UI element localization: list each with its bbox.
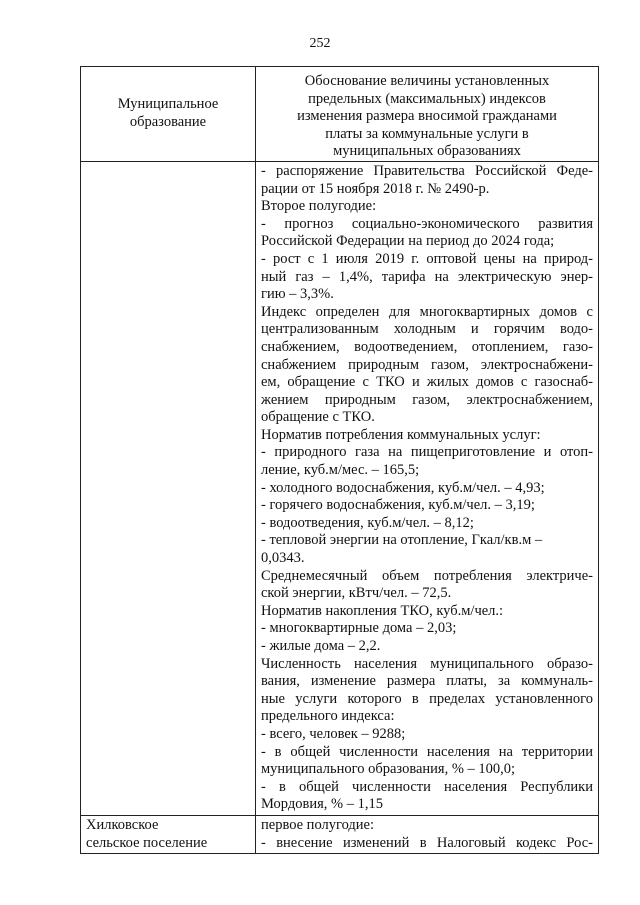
text-line: Мордовия, % – 1,15 [261, 796, 383, 813]
text-line: жением природным газом, электроснабжением, [261, 391, 593, 408]
text-line: - многоквартирные дома – 2,03; [261, 620, 457, 637]
text-line: ем, обращение с ТКО и жилых домов с газоснаб- [261, 374, 593, 391]
header-justification-line: муниципальных образованиях [333, 143, 521, 160]
text-line: Норматив потребления коммунальных услуг: [261, 426, 541, 443]
text-line: ление, куб.м/мес. – 165,5; [261, 462, 420, 479]
table-header-row [81, 67, 599, 162]
header-justification-line: платы за коммунальные услуги в [325, 125, 529, 142]
municipality-name-line: сельское поселение [86, 834, 208, 851]
text-line: - водоотведения, куб.м/чел. – 8,12; [261, 514, 474, 531]
text-line: - рост с 1 июля 2019 г. оптовой цены на природ- [261, 250, 593, 267]
text-line: снабжением природным газом, электроснабжени- [261, 356, 593, 373]
text-line: - тепловой энергии на отопление, Гкал/кв.м – [261, 532, 543, 549]
text-line: - распоряжение Правительства Российской Феде- [261, 162, 593, 179]
text-line: - жилые дома – 2,2. [261, 638, 381, 654]
text-line: предельного индекса: [261, 708, 395, 725]
text-line: снабжением, водоотведением, отоплением, газо- [261, 338, 593, 355]
header-municipality-line: Муниципальное [117, 96, 219, 113]
page-number: 252 [309, 36, 331, 51]
text-line: первое полугодие: [261, 816, 375, 833]
municipality-name-line: Хилковское [86, 816, 159, 833]
text-line: - всего, человек – 9288; [261, 725, 406, 742]
text-line: - горячего водоснабжения, куб.м/чел. – 3,19; [261, 497, 535, 514]
header-municipality [81, 67, 256, 162]
text-line: 0,0343. [261, 550, 305, 567]
header-justification [256, 67, 599, 162]
justification-text [261, 163, 593, 814]
text-line: Численность населения муниципального образо- [261, 655, 593, 672]
text-line: рации от 15 ноября 2018 г. № 2490-р. [261, 180, 490, 197]
header-municipality-line: образование [129, 113, 207, 130]
text-line: обращение с ТКО. [261, 409, 375, 426]
text-line: гию – 3,3%. [261, 286, 334, 303]
text-line: Норматив накопления ТКО, куб.м/чел.: [261, 602, 504, 619]
text-line: ской энергии, кВтч/чел. – 72,5. [261, 585, 452, 602]
text-line: ный газ – 1,4%, тарифа на электрическую энер- [261, 268, 593, 285]
text-line: Второе полугодие: [261, 198, 377, 215]
text-line: Индекс определен для многоквартирных домов с [261, 303, 593, 320]
text-line: вания, изменение размера платы, за коммуналь- [261, 673, 593, 690]
header-justification-line: предельных (максимальных) индексов [308, 90, 546, 107]
table-row [81, 815, 599, 853]
text-line: - природного газа на пищеприготовление и отоп- [261, 444, 593, 461]
text-line: - в общей численности населения на территории [261, 743, 593, 760]
text-line: муниципального образования, % – 100,0; [261, 761, 516, 778]
text-line: централизованным холодным и горячим водо- [261, 321, 593, 338]
justification-text [261, 817, 593, 852]
text-line: - внесение изменений в Налоговый кодекс Рос- [261, 834, 593, 851]
justification-cell [256, 161, 599, 815]
text-line: - холодного водоснабжения, куб.м/чел. – 4,93; [261, 479, 545, 496]
text-line: ные услуги которого в пределах установленного [261, 690, 593, 707]
justification-cell [256, 815, 599, 853]
text-line: Среднемесячный объем потребления электриче- [261, 567, 593, 584]
municipality-cell [81, 815, 256, 853]
header-justification-line: Обоснование величины установленных [304, 73, 550, 89]
text-line: Российской Федерации на период до 2024 года; [261, 233, 555, 250]
header-justification-line: изменения размера вносимой гражданами [297, 108, 557, 125]
tariff-table [80, 66, 599, 854]
municipality-cell-empty [81, 161, 256, 815]
table-row [81, 161, 599, 815]
text-line: - прогноз социально-экономического развития [261, 215, 593, 232]
text-line: - в общей численности населения Республики [261, 778, 593, 795]
